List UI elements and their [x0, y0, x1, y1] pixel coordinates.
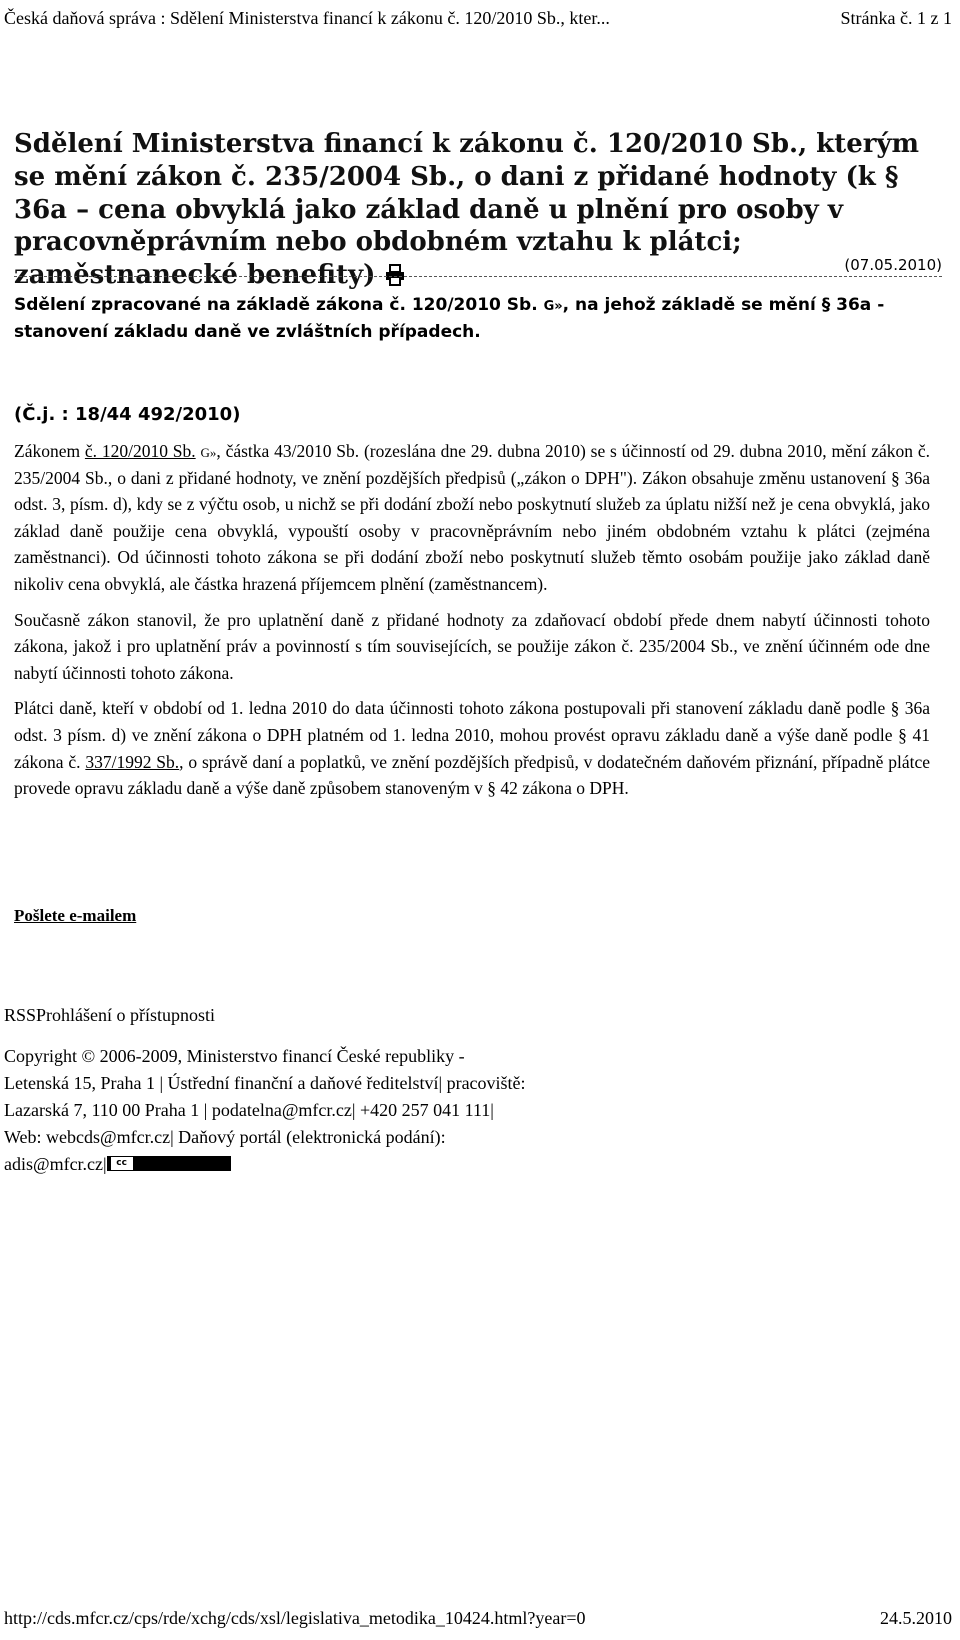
paragraph-1-start: Zákonem	[14, 441, 85, 461]
intro-after: , na jehož základě se mění § 36a - stanovení základu daně ve zvláštních případech.	[14, 295, 885, 343]
license-badge[interactable]	[107, 1156, 231, 1171]
paragraph-3-rest: , o správě daní a poplatků, ve znění pozdějších předpisů, v dodatečném daňovém přiznání, případně plátce provede opravu základu daně a výše daně způsobem stanoveným v § 42 zákona o DPH.	[14, 751, 930, 799]
publish-date: (07.05.2010)	[844, 256, 942, 274]
intro-before: Sdělení zpracované na základě zákona č. 120/2010 Sb.	[14, 295, 538, 315]
article-body	[14, 438, 930, 811]
footer-contact: Lazarská 7, 110 00 Praha 1 | podatelna@mfcr.cz| +420 257 041 111|	[4, 1100, 494, 1120]
print-header-page: Stránka č. 1 z 1	[840, 8, 952, 28]
footer-web	[4, 1124, 724, 1151]
print-footer-url: http://cds.mfcr.cz/cps/rde/xchg/cds/xsl/legislativa_metodika_10424.html?year=0	[4, 1608, 586, 1628]
date-line	[14, 254, 942, 277]
external-link-icon[interactable]: G»	[543, 299, 563, 314]
footer-adis-email[interactable]: adis@mfcr.cz|	[4, 1154, 107, 1174]
site-footer	[4, 1002, 724, 1178]
print-footer-date: 24.5.2010	[880, 1608, 952, 1628]
paragraph-3-start: Plátci daně, kteří v období od 1. ledna 2010 do data účinnosti tohoto zákona postupovali při stanovení základu daně podle § 36a odst. 3 písm. d) ve znění zákona o DPH platném od 1. ledna 2010, mohou provést opravu základu daně a výše daně podle § 41 zákona č.	[14, 698, 930, 772]
paragraph-1-rest: , částka 43/2010 Sb. (rozeslána dne 29. dubna 2010) se s účinností od 29. dubna 2010, mění zákon č. 235/2004 Sb., o dani z přidané hodnoty, ve znění pozdějších předpisů („zákon o DPH"). Zákon obsahuje změnu ustanovení § 36a odst. 3, písm. d), kdy se z výčtu osob, u nichž se při dodání zboží nebo poskytnutí služeb za úplatu nižší než je cena obvyklá, jako základ daně použije cena obvyklá, vypouští osoby v pracovněprávním nebo jiném obdobném vztahu k plátci (zejména zaměstnanci). Od účinnosti tohoto zákona se při dodání zboží nebo poskytnutí služeb těmto osobám použije jako základ daně nikoliv cena obvyklá, ale částka hrazená příjemcem plnění (zaměstnancem).	[14, 441, 930, 594]
reference-number: (Č.j. : 18/44 492/2010)	[14, 404, 241, 425]
external-link-icon[interactable]: G»	[200, 445, 217, 460]
footer-portal[interactable]: | Daňový portál (elektronická podání):	[170, 1127, 446, 1147]
footer-rss-accessibility[interactable]: RSSProhlášení o přístupnosti	[4, 1005, 216, 1025]
cc-icon: cc	[110, 1156, 134, 1171]
footer-web-email[interactable]: Web: webcds@mfcr.cz	[4, 1127, 171, 1147]
footer-copyright: Copyright © 2006-2009, Ministerstvo financí České republiky -	[4, 1046, 465, 1066]
paragraph-3	[14, 695, 930, 801]
law-link-120-2010[interactable]: č. 120/2010 Sb.	[84, 441, 196, 461]
footer-adis	[4, 1151, 724, 1178]
print-footer	[4, 1608, 952, 1629]
print-header	[4, 8, 952, 29]
page-title-text: Sdělení Ministerstva financí k zákonu č. 120/2010 Sb., kterým se mění zákon č. 235/2004 Sb., o dani z přidané hodnoty (k § 36a – cena obvyklá jako základ daně u plnění pro osoby v pracovněprávním nebo obdobném vztahu k plátci; zaměstnanecké benefity)	[14, 129, 920, 290]
paragraph-2: Současně zákon stanovil, že pro uplatnění daně z přidané hodnoty za zdaňovací období přede dnem nabytí účinnosti tohoto zákona, jakož i pro uplatnění práv a povinností s tím souvisejících, se použije zákon č. 235/2004 Sb., ve znění účinném ode dne nabytí účinnosti tohoto zákona.	[14, 609, 930, 683]
footer-address: Letenská 15, Praha 1 | Ústřední finanční a daňové ředitelství| pracoviště:	[4, 1073, 526, 1093]
print-header-title: Česká daňová správa : Sdělení Ministerstva financí k zákonu č. 120/2010 Sb., kter...	[4, 8, 610, 28]
intro-text	[14, 292, 944, 346]
law-link-337-1992[interactable]: 337/1992 Sb.	[85, 751, 180, 772]
send-email-link[interactable]: Pošlete e-mailem	[14, 906, 137, 925]
paragraph-1	[14, 438, 930, 598]
